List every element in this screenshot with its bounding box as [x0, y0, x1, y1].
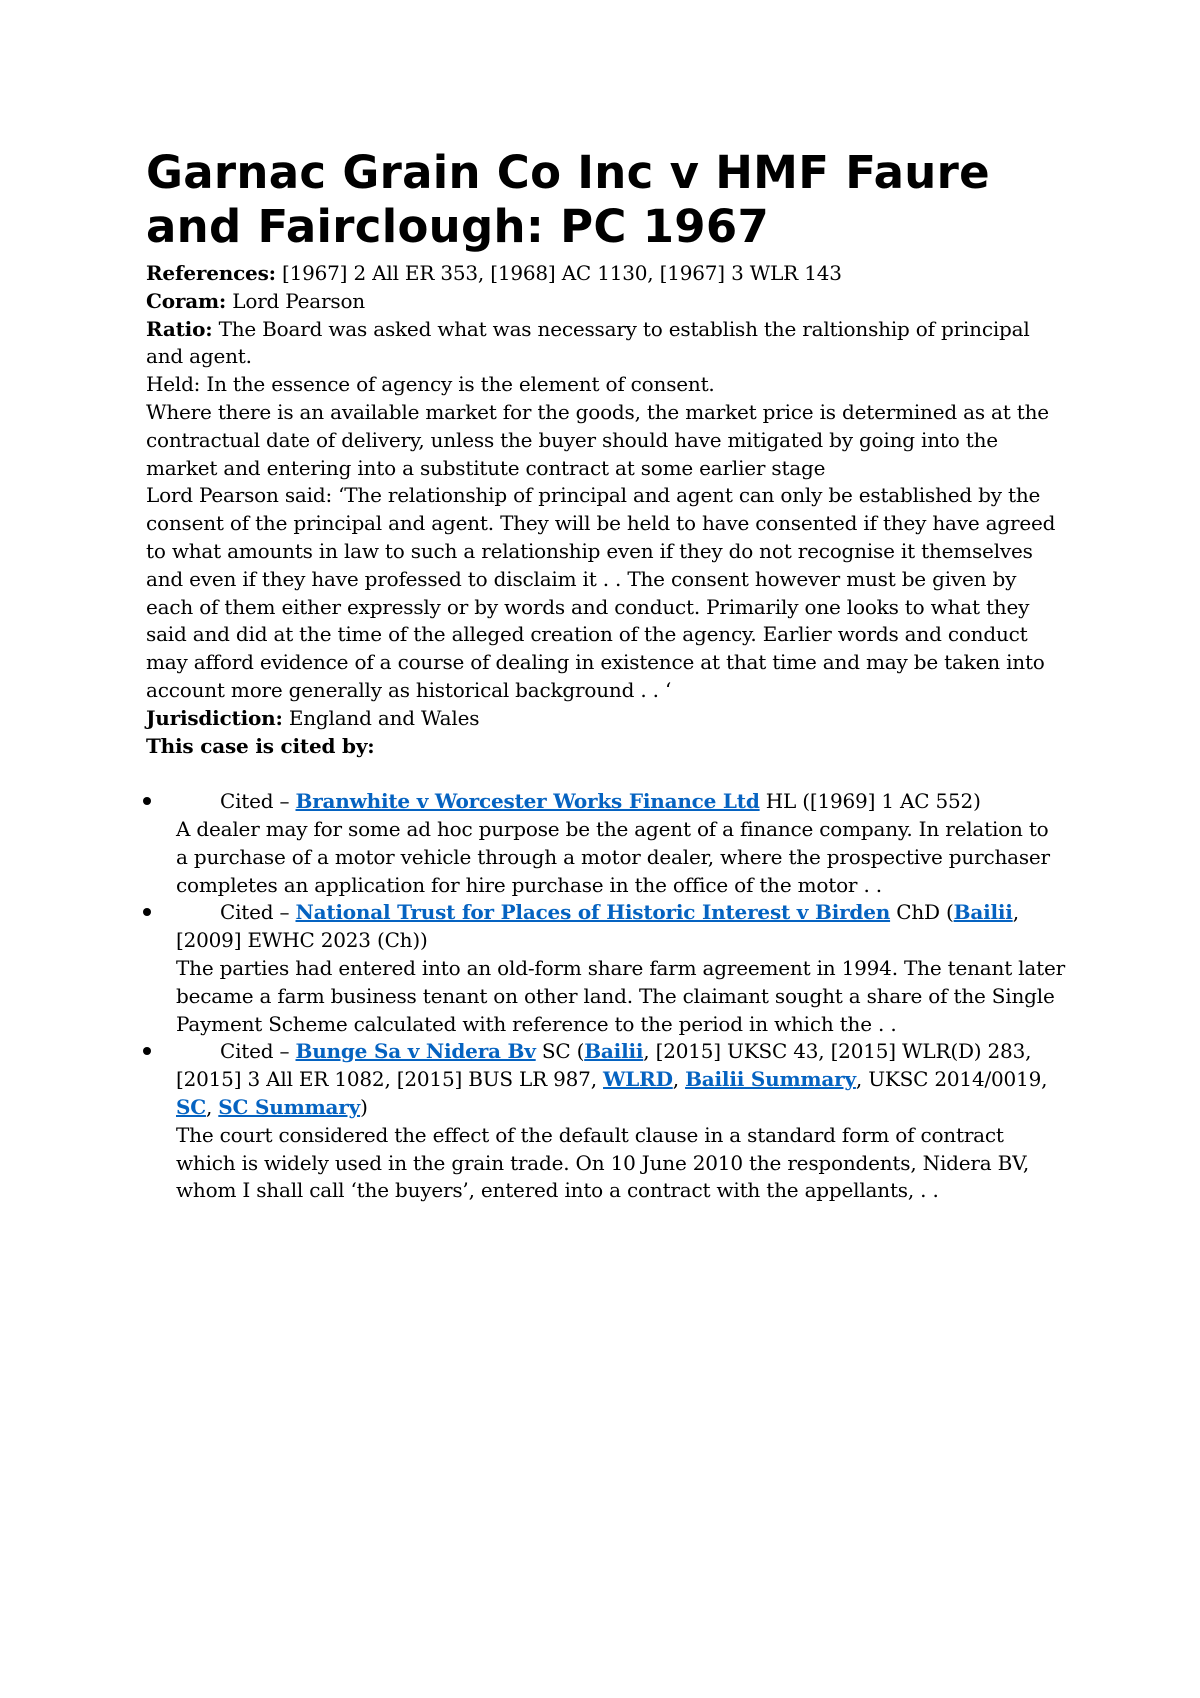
market-price-paragraph: Where there is an available market for the goods, the market price is determined as at the contractual date of delivery, unless the buyer should have mitigated by going into the market and entering into a substitute contract at some earlier stage [146, 399, 1049, 480]
citation-reference: , [2009] EWHC 2023 (Ch)) [176, 900, 1019, 953]
jurisdiction-value: England and Wales [282, 705, 480, 730]
citation-prefix: Cited – [220, 789, 296, 814]
jurisdiction-line [146, 705, 1066, 733]
citation-reference: , [2015] UKSC 43, [2015] WLR(D) 283, [2015] 3 All ER 1082, [2015] BUS LR 987, [176, 1039, 1032, 1092]
references-line [146, 260, 1066, 288]
spacer [146, 760, 1066, 788]
citation-summary: A dealer may for some ad hoc purpose be the agent of a finance company. In relation to a purchase of a motor vehicle through a motor dealer, where the prospective purchaser completes an application for hire purchase in the office of the motor . . [176, 816, 1050, 897]
citation-line [176, 1038, 1066, 1121]
bailii-summary-link[interactable]: Bailii Summary [685, 1067, 856, 1092]
list-item [146, 899, 1066, 1038]
document-content [146, 146, 1066, 1205]
lord-pearson-quote-paragraph: Lord Pearson said: ‘The relationship of principal and agent can only be established by the consent of the principal and agent. They will be held to have consented if they have agreed to what amounts in law to such a relationship even if they do not recognise it themselves and even if they have professed to disclaim it . . The consent however must be given by each of them either expressly or by words and conduct. Primarily one looks to what they said and did at the time of the alleged creation of the agency. Earlier words and conduct may afford evidence of a course of dealing in existence at that time and may be taken into account more generally as historical background . . ‘ [146, 483, 1056, 702]
coram-line [146, 288, 1066, 316]
sc-link[interactable]: SC [176, 1094, 206, 1119]
ratio-line [146, 316, 1066, 372]
coram-value: Lord Pearson [226, 288, 365, 313]
case-link-national-trust[interactable]: National Trust for Places of Historic Interest v Birden [295, 900, 891, 925]
references-label: References: [146, 261, 276, 285]
case-link-branwhite[interactable]: Branwhite v Worcester Works Finance Ltd [295, 789, 760, 814]
case-link-bunge[interactable]: Bunge Sa v Nidera Bv [295, 1039, 536, 1064]
page-title: Garnac Grain Co Inc v HMF Faure and Fairclough: PC 1967 [146, 146, 990, 253]
citation-summary: The court considered the effect of the default clause in a standard form of contract which is widely used in the grain trade. On 10 June 2010 the respondents, Nidera BV, whom I shall call ‘the buyers’, entered into a contract with the appellants, . . [176, 1122, 1030, 1203]
ratio-label: Ratio: [146, 316, 213, 341]
ratio-value: The Board was asked what was necessary to establish the raltionship of principal and agent. [146, 316, 1030, 369]
citation-court: SC ( [535, 1039, 585, 1064]
cited-by-heading: This case is cited by: [146, 733, 375, 758]
bullet-icon [143, 908, 151, 916]
cited-by-list [146, 788, 1066, 1205]
references-value: [1967] 2 All ER 353, [1968] AC 1130, [1967] 3 WLR 143 [275, 261, 842, 285]
held-paragraph: Held: In the essence of agency is the element of consent. [146, 372, 715, 397]
citation-reference: , UKSC 2014/0019, [855, 1067, 1048, 1092]
list-item [146, 788, 1066, 899]
wlrd-link[interactable]: WLRD [603, 1067, 673, 1092]
bullet-icon [143, 797, 151, 805]
citation-summary: The parties had entered into an old-form share farm agreement in 1994. The tenant later became a farm business tenant on other land. The claimant sought a share of the Single Payment Scheme calculated with reference to the period in which the . . [176, 955, 1065, 1036]
bullet-icon [143, 1047, 151, 1055]
sc-summary-link[interactable]: SC Summary [218, 1094, 361, 1119]
citation-prefix: Cited – [220, 900, 296, 925]
separator: , [672, 1067, 686, 1092]
list-item [146, 1038, 1066, 1205]
closing-paren: ) [360, 1094, 368, 1119]
citation-line [176, 788, 1066, 816]
separator: , [205, 1094, 219, 1119]
citation-court: ChD ( [890, 900, 954, 925]
citation-court: HL ([1969] 1 AC 552) [759, 789, 981, 814]
bailii-link[interactable]: Bailii [584, 1039, 644, 1064]
citation-line [176, 899, 1066, 955]
coram-label: Coram: [146, 288, 227, 313]
citation-prefix: Cited – [220, 1039, 296, 1064]
jurisdiction-label: Jurisdiction: [146, 705, 283, 730]
bailii-link[interactable]: Bailii [953, 900, 1013, 925]
